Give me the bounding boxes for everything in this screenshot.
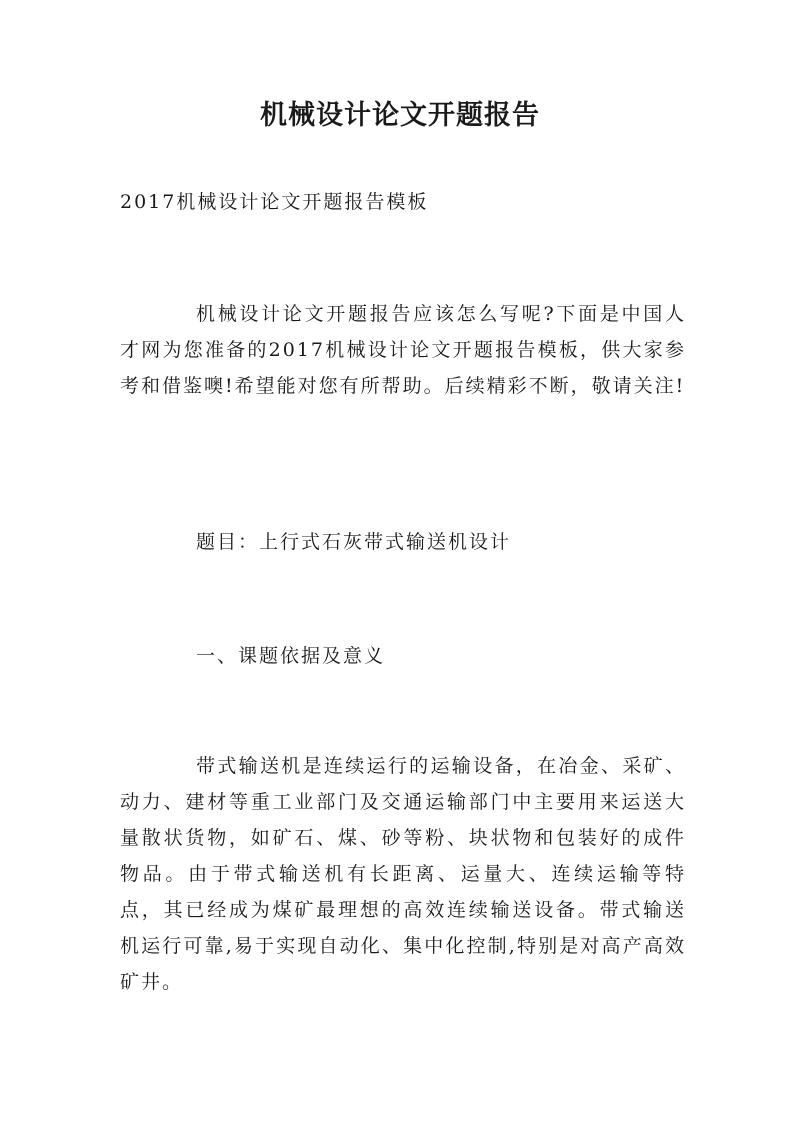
document-subtitle: 2017机械设计论文开题报告模板 xyxy=(120,191,429,213)
topic-line: 题目：上行式石灰带式输送机设计 xyxy=(196,531,512,553)
intro-paragraph: 机械设计论文开题报告应该怎么写呢?下面是中国人才网为您准备的2017机械设计论文开题报告模板，供大家参考和借鉴噢!希望能对您有所帮助。后续精彩不断，敬请关注! xyxy=(120,303,686,397)
section-heading: 一、课题依据及意义 xyxy=(196,645,386,667)
document-title: 机械设计论文开题报告 xyxy=(260,100,540,131)
section-body-paragraph: 带式输送机是连续运行的运输设备，在冶金、采矿、动力、建材等重工业部门及交通运输部门中主要用来运送大量散状货物，如矿石、煤、砂等粉、块状物和包装好的成件物品。由于带式输送机有长距离、运量大、连续运输等特点，其已经成为煤矿最理想的高效连续输送设备。带式输送机运行可靠,易于实现自动化、集中化控制,特别是对高产高效矿井。 xyxy=(120,755,686,993)
